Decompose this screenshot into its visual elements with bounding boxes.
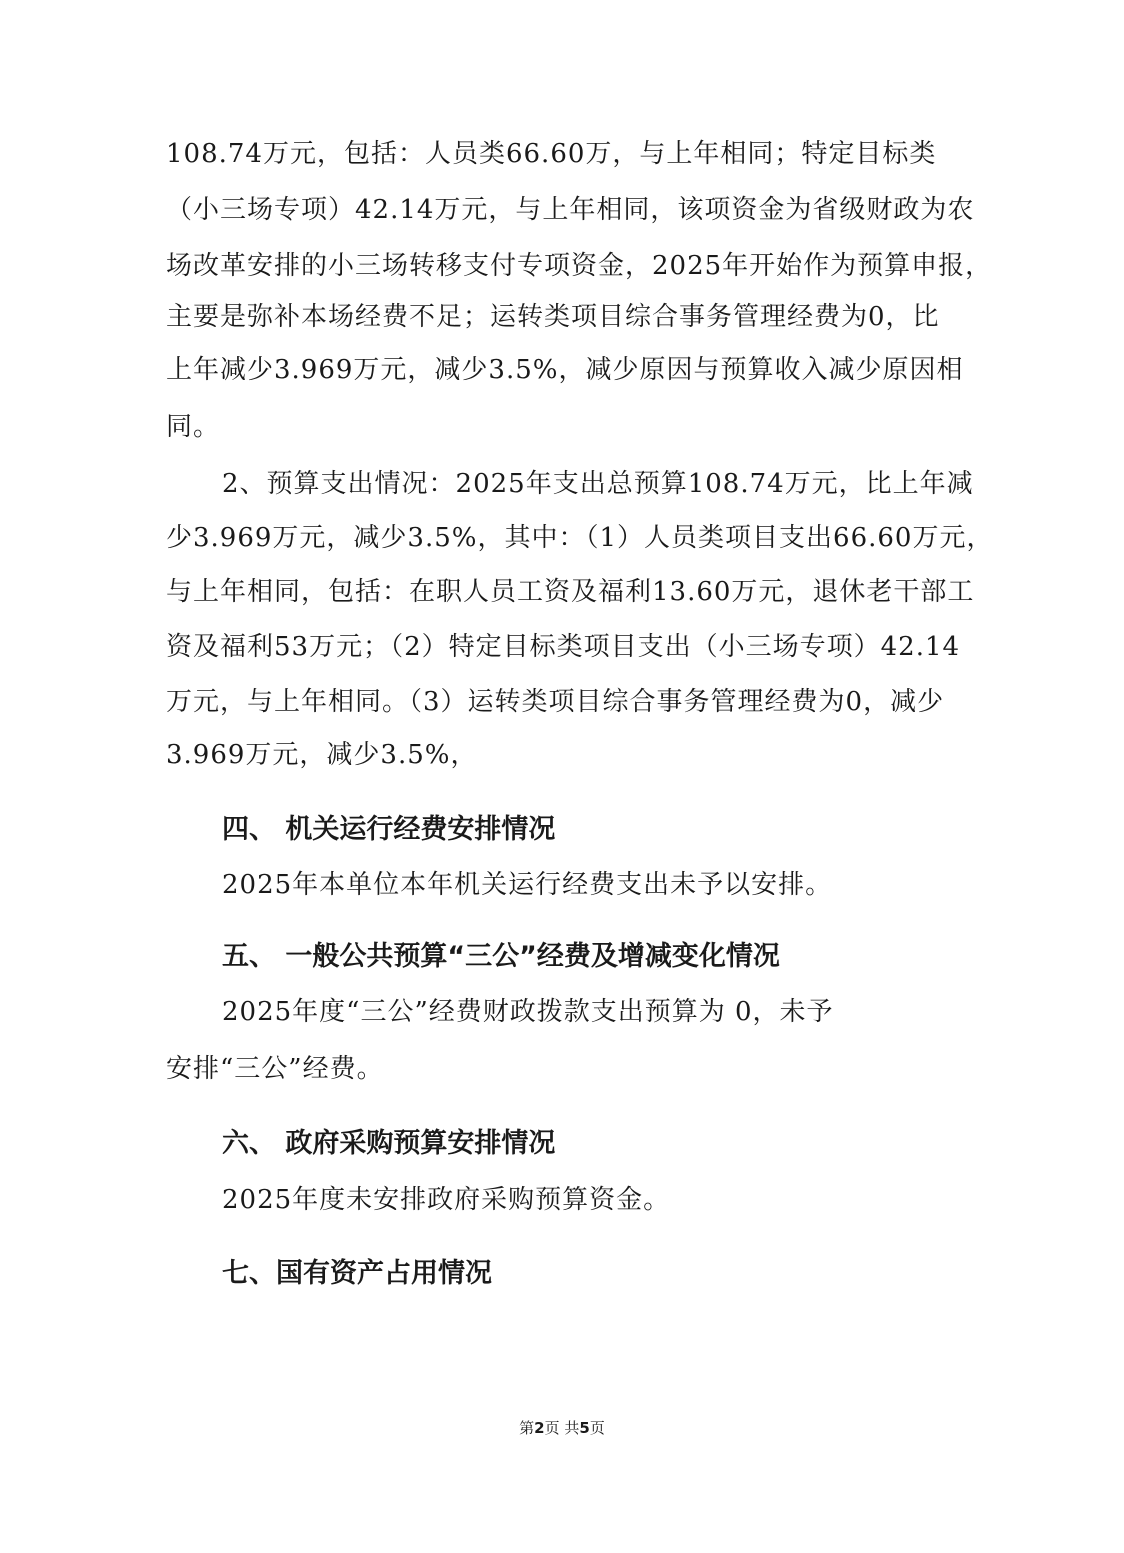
text-line: 3.969万元，减少3.5%， <box>166 740 478 770</box>
footer-suffix: 页 <box>589 1419 605 1437</box>
section-body-6: 2025年度未安排政府采购预算资金。 <box>222 1185 671 1215</box>
current-page: 2 <box>534 1419 545 1437</box>
page-number-footer <box>0 1418 1124 1438</box>
footer-prefix: 第 <box>519 1419 535 1437</box>
footer-middle: 页 共 <box>544 1419 580 1437</box>
text-line: 少3.969万元，减少3.5%，其中：（1）人员类项目支出66.60万元， <box>166 523 994 553</box>
section-heading-4: 四、 机关运行经费安排情况 <box>222 814 556 845</box>
text-line: 场改革安排的小三场转移支付专项资金，2025年开始作为预算申报， <box>166 251 993 281</box>
text-line: 主要是弥补本场经费不足；运转类项目综合事务管理经费为0，比 <box>166 302 940 332</box>
text-line: 2025年度“三公”经费财政拨款支出预算为 0，未予 <box>222 997 834 1027</box>
text-line: 安排“三公”经费。 <box>166 1054 384 1084</box>
section-heading-7: 七、国有资产占用情况 <box>222 1258 492 1289</box>
text-line: 2、预算支出情况：2025年支出总预算108.74万元，比上年减 <box>222 469 974 499</box>
section-heading-6: 六、 政府采购预算安排情况 <box>222 1128 556 1159</box>
text-line: 上年减少3.969万元，减少3.5%，减少原因与预算收入减少原因相 <box>166 355 964 385</box>
section-body-4: 2025年本单位本年机关运行经费支出未予以安排。 <box>222 870 833 900</box>
text-line: 资及福利53万元；（2）特定目标类项目支出（小三场专项）42.14 <box>166 632 961 662</box>
total-pages: 5 <box>579 1419 590 1437</box>
text-line: （小三场专项）42.14万元，与上年相同，该项资金为省级财政为农 <box>166 195 975 225</box>
text-line: 同。 <box>166 412 221 442</box>
text-line: 万元，与上年相同。（3）运转类项目综合事务管理经费为0，减少 <box>166 687 945 717</box>
section-heading-5: 五、 一般公共预算“三公”经费及增减变化情况 <box>222 941 780 972</box>
text-line: 108.74万元，包括：人员类66.60万，与上年相同；特定目标类 <box>166 139 937 169</box>
text-line: 与上年相同，包括：在职人员工资及福利13.60万元，退休老干部工 <box>166 577 975 607</box>
